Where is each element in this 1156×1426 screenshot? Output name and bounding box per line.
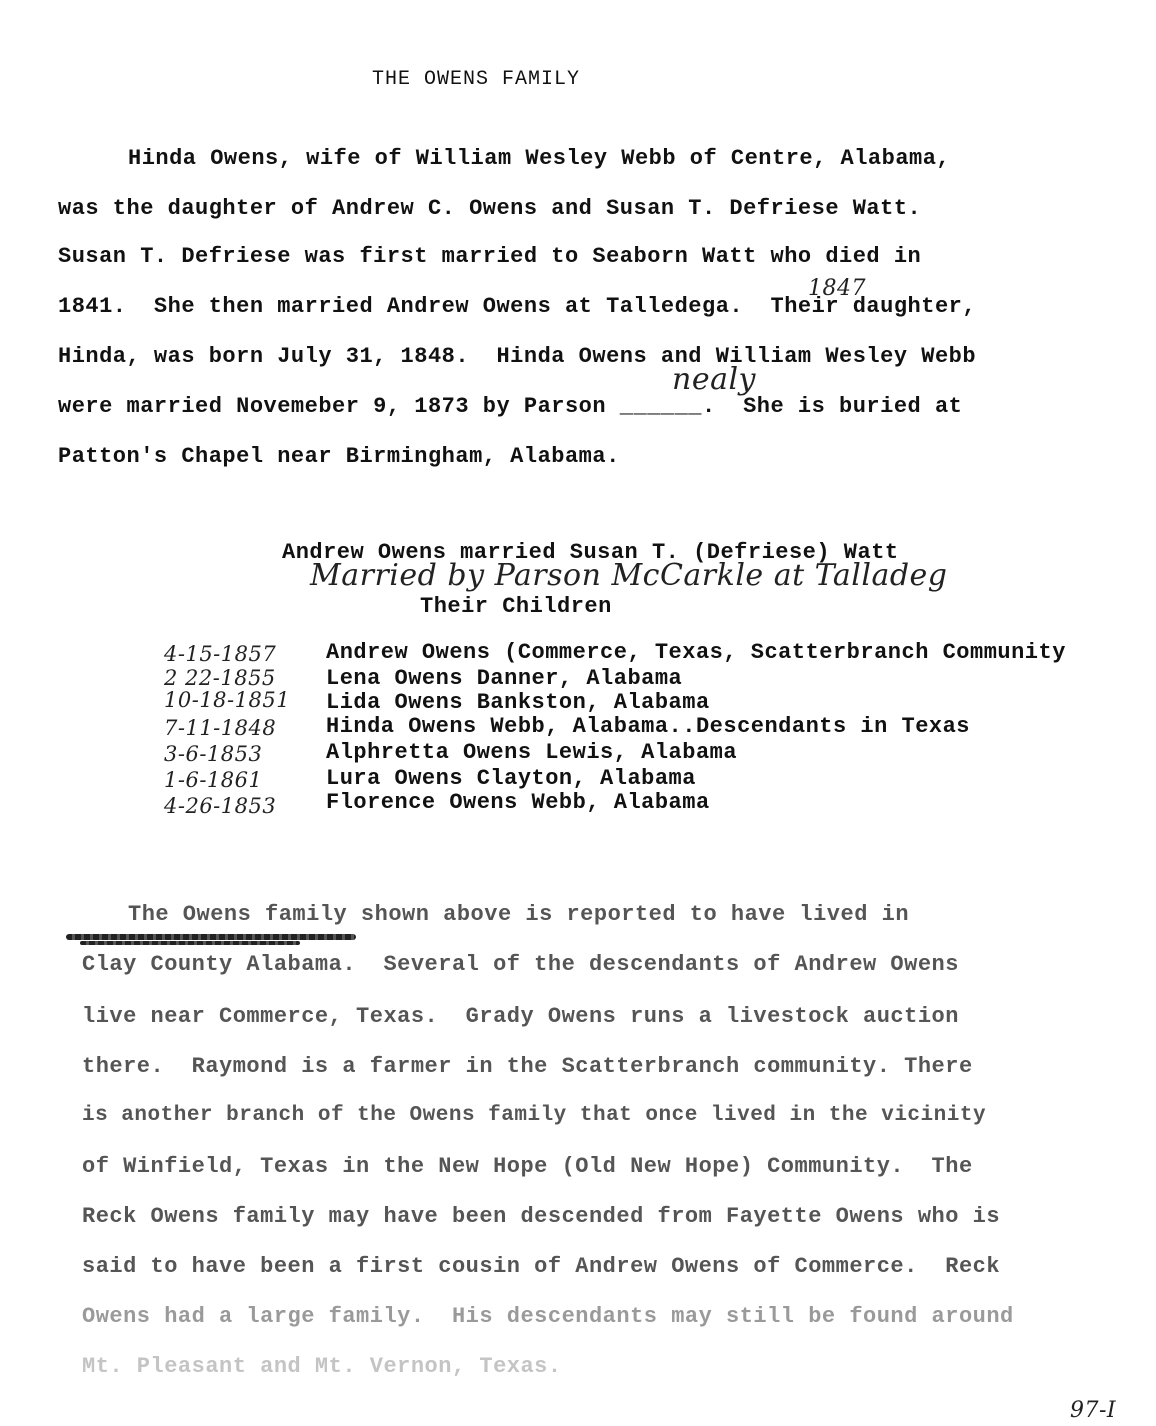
child-entry: Alphretta Owens Lewis, Alabama [326,740,738,765]
child-entry: Florence Owens Webb, Alabama [326,790,710,815]
paragraph1-line: Hinda Owens, wife of William Wesley Webb of Centre, Alabama, [128,146,951,171]
child-birthdate: 2 22-1855 [164,666,276,690]
paragraph2-line: Mt. Pleasant and Mt. Vernon, Texas. [82,1354,562,1379]
paragraph2-line: Reck Owens family may have been descended from Fayette Owens who is [82,1204,1001,1229]
child-birthdate: 10-18-1851 [164,688,291,712]
paragraph2-line: Owens had a large family. His descendants may still be found around [82,1304,1014,1329]
paragraph1-line: Susan T. Defriese was first married to Seaborn Watt who died in [58,244,922,269]
paragraph2-line: is another branch of the Owens family that once lived in the vicinity [82,1104,987,1127]
paragraph2-line: Clay County Alabama. Several of the descendants of Andrew Owens [82,952,959,977]
paragraph1-line: was the daughter of Andrew C. Owens and Susan T. Defriese Watt. [58,196,922,221]
scribble-mark [80,941,300,945]
handwritten-year: 1847 [808,276,866,301]
handwritten-parson-name: nealy [672,362,757,397]
paragraph1-line: Hinda, was born July 31, 1848. Hinda Owens and William Wesley Webb [58,344,977,369]
child-entry: Lura Owens Clayton, Alabama [326,766,696,791]
paragraph2-line: there. Raymond is a farmer in the Scatterbranch community. There [82,1054,973,1079]
scribble-mark [66,934,356,940]
child-birthdate: 7-11-1848 [164,716,277,740]
paragraph2-line: of Winfield, Texas in the New Hope (Old New Hope) Community. The [82,1154,973,1179]
children-heading: Andrew Owens married Susan T. (Defriese) Watt [282,540,899,565]
child-birthdate: 1-6-1861 [164,768,263,792]
paragraph1-line: 1841. She then married Andrew Owens at Talledega. Their daughter, [58,294,977,319]
handwritten-married-by: Married by Parson McCarkle at Talladeg [310,558,948,593]
page-title: THE OWENS FAMILY [372,68,581,91]
paragraph2-line: said to have been a first cousin of Andrew Owens of Commerce. Reck [82,1254,1001,1279]
paragraph2-line: The Owens family shown above is reported to have lived in [128,902,910,927]
child-birthdate: 4-26-1853 [164,794,277,818]
child-entry: Lida Owens Bankston, Alabama [326,690,710,715]
child-entry: Andrew Owens (Commerce, Texas, Scatterbranch Community [326,640,1066,665]
paragraph1-line: Patton's Chapel near Birmingham, Alabama. [58,444,620,469]
children-subheading: Their Children [420,594,612,619]
child-birthdate: 3-6-1853 [164,742,263,766]
paragraph1-line: were married Novemeber 9, 1873 by Parson ______. She is buried at [58,394,963,419]
paragraph2-line: live near Commerce, Texas. Grady Owens runs a livestock auction [82,1004,959,1029]
child-birthdate: 4-15-1857 [164,642,277,666]
page-number: 97-I [1070,1398,1117,1423]
child-entry: Lena Owens Danner, Alabama [326,666,683,691]
child-entry: Hinda Owens Webb, Alabama..Descendants in Texas [326,714,971,739]
